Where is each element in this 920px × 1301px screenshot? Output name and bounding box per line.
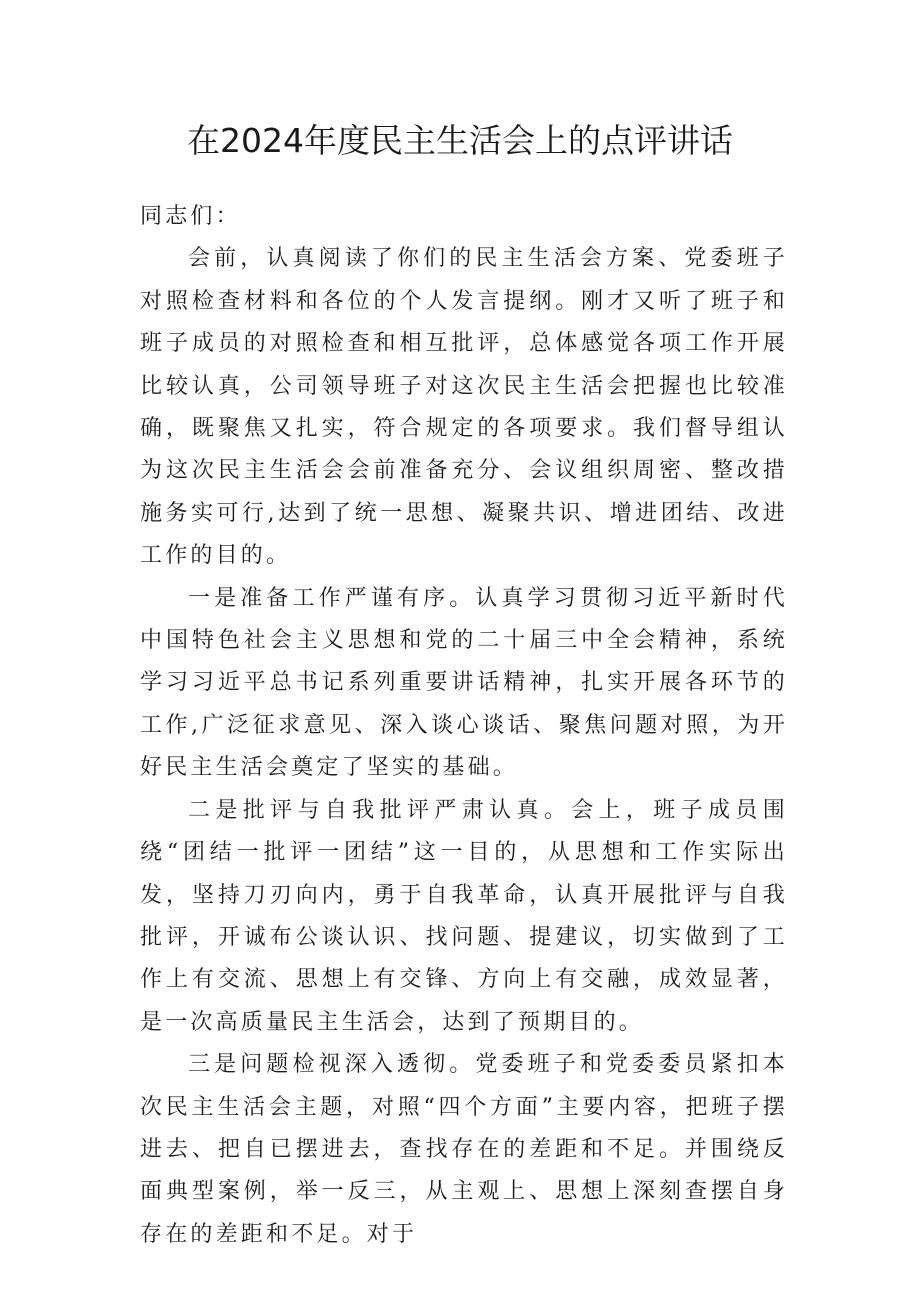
document-body [140, 196, 788, 1256]
paragraph-lead: 二是批评与自我批评严肃认真。 [188, 797, 572, 823]
document-title: 在2024年度民主生活会上的点评讲话 [187, 121, 733, 160]
paragraph-lead: 三是问题检视深入透彻。 [188, 1052, 476, 1078]
paragraph-text: 会上，班子成员围绕“团结一批评一团结”这一目的，从思想和工作实际出发，坚持刀刃向内，勇于自我革命，认真开展批评与自我批评，开诚布公谈认识、找问题、提建议，切实做到了工作上有交流、思想上有交锋、方向上有交融，成效显著，是一次高质量民主生活会，达到了预期目的。 [140, 797, 788, 1035]
paragraph-point-3 [140, 1044, 788, 1256]
paragraph-point-2 [140, 790, 788, 1044]
paragraph-lead: 一是准备工作严谨有序。 [188, 585, 476, 611]
paragraph-text: 认真学习贯彻习近平新时代中国特色社会主义思想和党的二十届三中全会精神，系统学习习近平总书记系列重要讲话精神，扎实开展各环节的工作,广泛征求意见、深入谈心谈话、聚焦问题对照，为开好民主生活会奠定了坚实的基础。 [140, 585, 789, 781]
paragraph-intro [140, 238, 788, 577]
paragraph-point-1 [140, 578, 788, 790]
salutation: 同志们： [140, 204, 241, 229]
paragraph-text: 党委班子和党委委员紧扣本次民主生活会主题，对照“四个方面”主要内容，把班子摆进去、把自已摆进去，查找存在的差距和不足。并围绕反面典型案例，举一反三，从主观上、思想上深刻查摆自身存在的差距和不足。对于 [140, 1052, 789, 1247]
paragraph-text: 会前，认真阅读了你们的民主生活会方案、党委班子对照检查材料和各位的个人发言提纲。刚才又听了班子和班子成员的对照检查和相互批评，总体感觉各项工作开展比较认真，公司领导班子对这次民主生活会把握也比较准确，既聚焦又扎实，符合规定的各项要求。我们督导组认为这次民主生活会会前准备充分、会议组织周密、整改措施务实可行,达到了统一思想、凝聚共识、增进团结、改进工作的目的。 [140, 246, 788, 569]
